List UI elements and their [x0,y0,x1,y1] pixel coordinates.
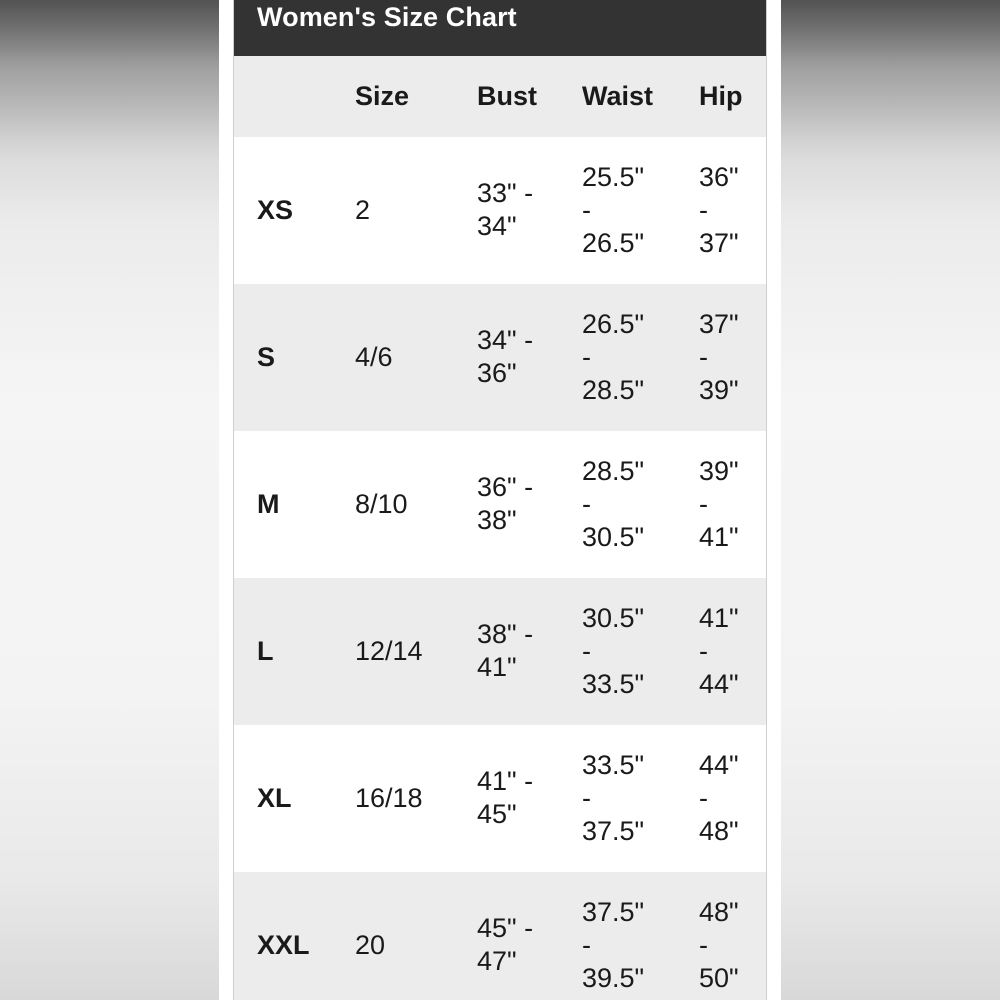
hip-line: - [699,489,708,519]
row-waist [582,161,644,260]
hip-line: 39" [699,456,739,486]
bust-line: 38" [477,505,517,535]
bust-line: 45" [477,799,517,829]
row-bust [477,324,533,390]
hip-line: 50" [699,963,739,993]
table-row [234,725,766,872]
bust-line: 41" - [477,766,534,796]
row-hip [699,308,739,407]
row-bust [477,618,533,684]
column-header-size: Size [355,81,410,111]
row-size-label: L [257,636,274,666]
row-waist [582,455,644,554]
table-row [234,284,766,431]
hip-line: - [699,342,708,372]
bust-line: 33" - [477,178,534,208]
hip-line: 44" [699,750,739,780]
waist-line: 28.5" [582,375,645,405]
hip-line: 37" [699,309,739,339]
waist-line: - [582,342,591,372]
row-hip [699,455,739,554]
row-waist [582,749,644,848]
waist-line: 33.5" [582,669,645,699]
hip-line: 37" [699,228,739,258]
row-waist [582,308,644,407]
waist-line: 33.5" [582,750,645,780]
row-bust [477,765,533,831]
waist-line: 28.5" [582,456,645,486]
waist-line: 37.5" [582,816,645,846]
hip-line: 48" [699,816,739,846]
hip-line: - [699,783,708,813]
waist-line: 25.5" [582,162,645,192]
row-hip [699,602,739,701]
bust-line: 34" - [477,325,534,355]
table-row [234,431,766,578]
row-size-label: XS [257,195,294,225]
row-waist [582,896,644,995]
chart-title: Women's Size Chart [234,0,766,56]
background-blur-right [780,0,1000,1000]
waist-line: - [582,636,591,666]
row-numeric-size: 2 [355,195,371,225]
row-numeric-size: 4/6 [355,342,393,372]
bust-line: 47" [477,946,517,976]
row-size-label: XXL [257,930,310,960]
row-bust [477,912,533,978]
size-chart-table [233,0,767,1000]
row-size-label: S [257,342,276,372]
table-row [234,137,766,284]
bust-line: 38" - [477,619,534,649]
row-hip [699,161,739,260]
column-header-bust: Bust [477,81,537,111]
phone-screen [219,0,781,1000]
row-bust [477,177,533,243]
hip-line: - [699,636,708,666]
bust-line: 36" - [477,472,534,502]
row-numeric-size: 20 [355,930,386,960]
row-numeric-size: 12/14 [355,636,423,666]
column-header-row [234,56,766,137]
waist-line: 26.5" [582,228,645,258]
waist-line: 30.5" [582,522,645,552]
waist-line: 37.5" [582,897,645,927]
hip-line: - [699,930,708,960]
row-bust [477,471,533,537]
hip-line: 44" [699,669,739,699]
row-hip [699,749,739,848]
table-row [234,872,766,1000]
row-numeric-size: 16/18 [355,783,423,813]
row-size-label: XL [257,783,292,813]
column-header-hip: Hip [699,81,743,111]
row-size-label: M [257,489,280,519]
bust-line: 45" - [477,913,534,943]
bust-line: 34" [477,211,517,241]
table-row [234,578,766,725]
bust-line: 36" [477,358,517,388]
hip-line: 48" [699,897,739,927]
waist-line: 26.5" [582,309,645,339]
hip-line: 41" [699,522,739,552]
waist-line: 39.5" [582,963,645,993]
waist-line: - [582,930,591,960]
row-waist [582,602,644,701]
waist-line: 30.5" [582,603,645,633]
hip-line: - [699,195,708,225]
waist-line: - [582,783,591,813]
row-numeric-size: 8/10 [355,489,408,519]
table-body [234,137,766,1000]
column-header-waist: Waist [582,81,654,111]
hip-line: 41" [699,603,739,633]
bust-line: 41" [477,652,517,682]
waist-line: - [582,489,591,519]
hip-line: 36" [699,162,739,192]
waist-line: - [582,195,591,225]
hip-line: 39" [699,375,739,405]
background-blur-left [0,0,220,1000]
row-hip [699,896,739,995]
